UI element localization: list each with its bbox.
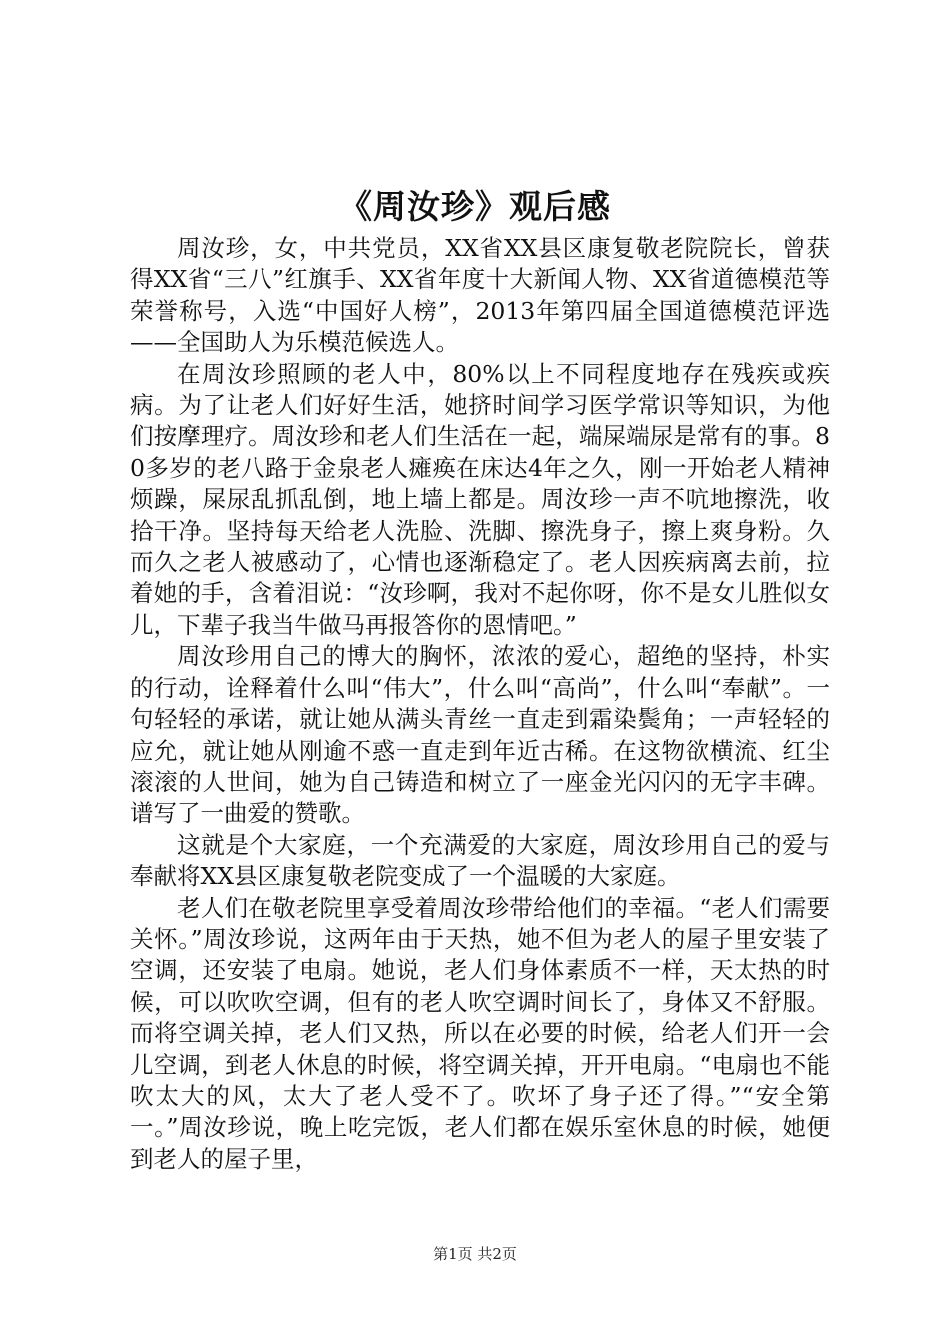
paragraph-2: 在周汝珍照顾的老人中，80%以上不同程度地存在残疾或疾病。为了让老人们好好生活，她挤时间学习医学常识等知识，为他们按摩理疗。周汝珍和老人们生活在一起，端屎端尿是常有的事。80多岁的老八路于金泉老人瘫痪在床达4年之久，刚一开始老人精神烦躁，屎尿乱抓乱倒，地上墙上都是。周汝珍一声不吭地擦洗，收拾干净。坚持每天给老人洗脸、洗脚、擦洗身子，擦上爽身粉。久而久之老人被感动了，心情也逐渐稳定了。老人因疾病离去前，拉着她的手，含着泪说：“汝珍啊，我对不起你呀，你不是女儿胜似女儿，下辈子我当牛做马再报答你的恩情吧。” bbox=[130, 359, 830, 639]
document-body bbox=[130, 233, 830, 1175]
page-footer: 第1页 共2页 bbox=[433, 1245, 517, 1263]
document-title: 《周汝珍》观后感 bbox=[339, 187, 611, 226]
paragraph-3: 周汝珍用自己的博大的胸怀，浓浓的爱心，超绝的坚持，朴实的行动，诠释着什么叫“伟大”，什么叫“高尚”，什么叫“奉献”。一句轻轻的承诺，就让她从满头青丝一直走到霜染鬓角；一声轻轻的应允，就让她从刚逾不惑一直走到年近古稀。在这物欲横流、红尘滚滚的人世间，她为自己铸造和树立了一座金光闪闪的无字丰碑。谱写了一曲爱的赞歌。 bbox=[130, 642, 830, 828]
paragraph-4: 这就是个大家庭，一个充满爱的大家庭，周汝珍用自己的爱与奉献将XX县区康复敬老院变成了一个温暖的大家庭。 bbox=[130, 830, 830, 891]
paragraph-1: 周汝珍，女，中共党员，XX省XX县区康复敬老院院长，曾获得XX省“三八”红旗手、XX省年度十大新闻人物、XX省道德模范等荣誉称号，入选“中国好人榜”，2013年第四届全国道德模范评选——全国助人为乐模范候选人。 bbox=[130, 234, 830, 357]
paragraph-5: 老人们在敬老院里享受着周汝珍带给他们的幸福。“老人们需要关怀。”周汝珍说，这两年由于天热，她不但为老人的屋子里安装了空调，还安装了电扇。她说，老人们身体素质不一样，天太热的时候，可以吹吹空调，但有的老人吹空调时间长了，身体又不舒服。而将空调关掉，老人们又热，所以在必要的时候，给老人们开一会儿空调，到老人休息的时候，将空调关掉，开开电扇。“电扇也不能吹太大的风，太大了老人受不了。吹坏了身子还了得。”“安全第一。”周汝珍说，晚上吃完饭，老人们都在娱乐室休息的时候，她便到老人的屋子里， bbox=[130, 893, 830, 1173]
